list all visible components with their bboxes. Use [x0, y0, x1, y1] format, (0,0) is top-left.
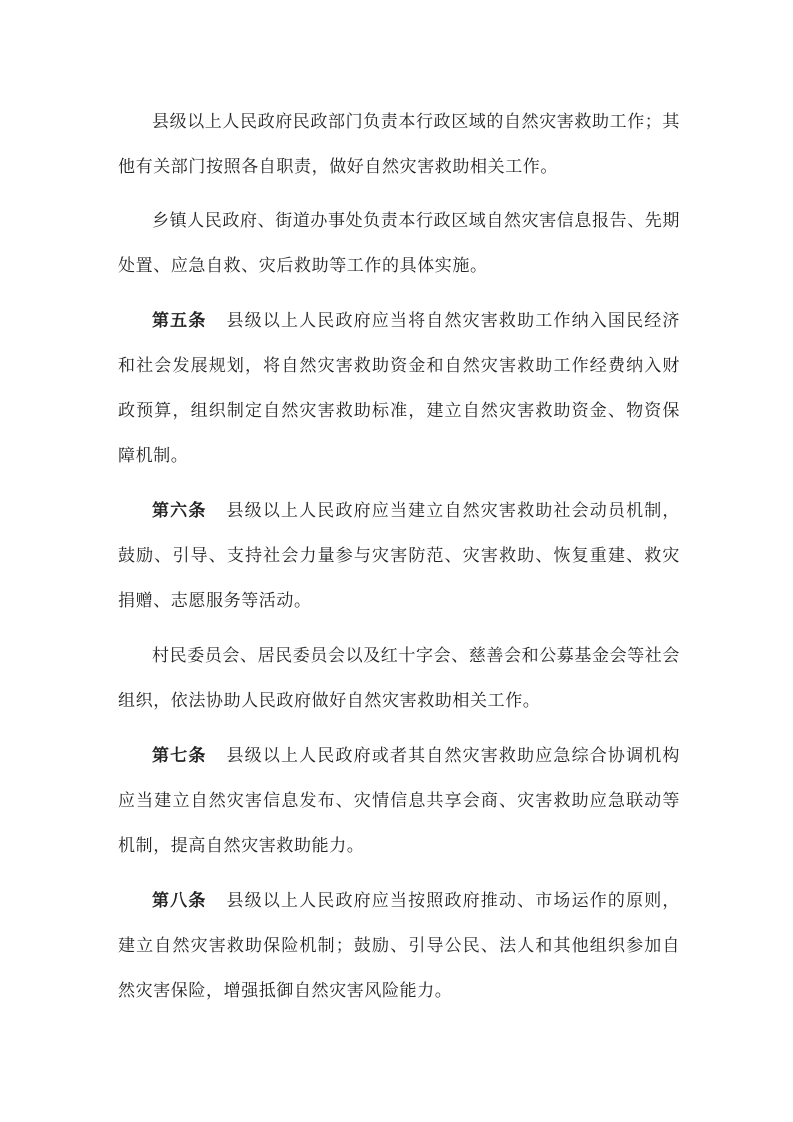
article-text: 县级以上人民政府应当将自然灾害救助工作纳入国民经济和社会发展规划，将自然灾害救助资金和自然灾害救助工作经费纳入财政预算，组织制定自然灾害救助标准，建立自然灾害救助资金、物资保障机制。: [118, 311, 680, 466]
article-6: [118, 489, 680, 624]
article-text: 县级以上人民政府或者其自然灾害救助应急综合协调机构应当建立自然灾害信息发布、灾情信息共享会商、灾害救助应急联动等机制，提高自然灾害救助能力。: [118, 746, 680, 856]
article-label: 第七条: [152, 746, 207, 766]
article-label: 第八条: [152, 891, 207, 911]
document-body: [118, 100, 680, 1024]
paragraph-text: 县级以上人民政府民政部门负责本行政区域的自然灾害救助工作；其他有关部门按照各自职责，做好自然灾害救助相关工作。: [118, 112, 680, 177]
article-label: 第六条: [152, 501, 207, 521]
article-text: 县级以上人民政府应当建立自然灾害救助社会动员机制，鼓励、引导、支持社会力量参与灾害防范、灾害救助、恢复重建、救灾捐赠、志愿服务等活动。: [118, 501, 680, 611]
article-7: [118, 734, 680, 869]
paragraph-1: [118, 100, 680, 190]
paragraph-text: 乡镇人民政府、街道办事处负责本行政区域自然灾害信息报告、先期处置、应急自救、灾后救助等工作的具体实施。: [118, 211, 680, 276]
article-5: [118, 299, 680, 479]
article-text: 县级以上人民政府应当按照政府推动、市场运作的原则，建立自然灾害救助保险机制；鼓励、引导公民、法人和其他组织参加自然灾害保险，增强抵御自然灾害风险能力。: [118, 891, 680, 1001]
article-8: [118, 879, 680, 1014]
paragraph-text: 村民委员会、居民委员会以及红十字会、慈善会和公募基金会等社会组织，依法协助人民政府做好自然灾害救助相关工作。: [118, 646, 680, 711]
article-label: 第五条: [152, 311, 207, 331]
paragraph-2: [118, 199, 680, 289]
paragraph-5: [118, 634, 680, 724]
